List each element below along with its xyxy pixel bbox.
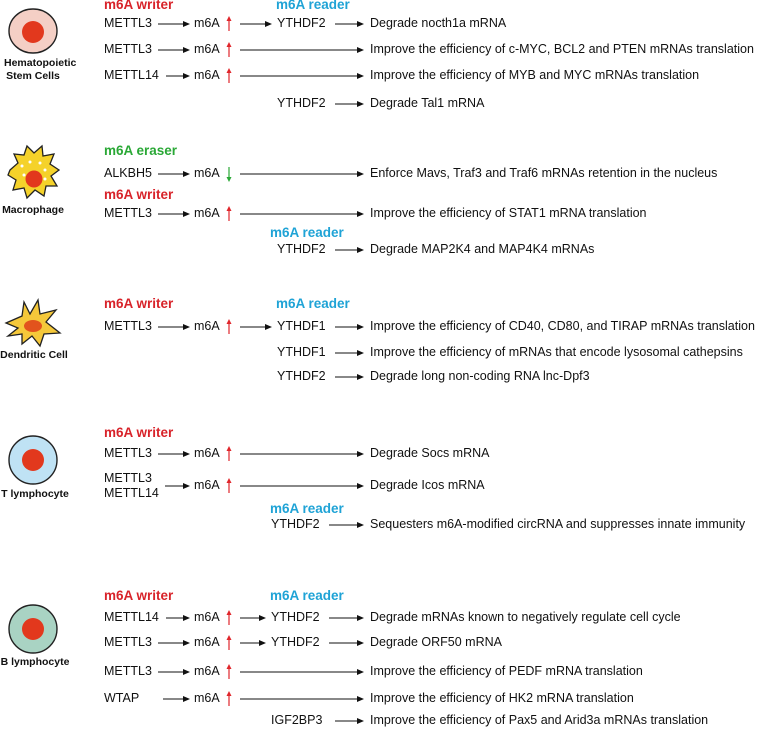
m6a-writer-header: m6A writer — [104, 296, 174, 311]
effect-label: Improve the efficiency of PEDF mRNA translation — [370, 664, 643, 678]
m6a-writer-header: m6A writer — [104, 187, 174, 202]
effect-label: Degrade Socs mRNA — [370, 446, 490, 460]
reader-label: YTHDF2 — [277, 96, 326, 110]
m6a-label: m6A — [194, 42, 220, 56]
m6a-label: m6A — [194, 68, 220, 82]
cell-label-macrophage: Macrophage — [2, 204, 64, 216]
m6a-increase-arrow — [227, 610, 232, 625]
m6a-increase-arrow — [227, 446, 232, 461]
b-lymphocyte-icon — [9, 605, 57, 653]
enzyme-label: METTL14 — [104, 610, 159, 624]
reader-label: YTHDF2 — [271, 610, 320, 624]
enzyme-label: WTAP — [104, 691, 140, 705]
effect-label: Improve the efficiency of HK2 mRNA translation — [370, 691, 634, 705]
effect-label: Enforce Mavs, Traf3 and Traf6 mRNAs retention in the nucleus — [370, 166, 718, 180]
m6a-label: m6A — [194, 446, 220, 460]
effect-label: Improve the efficiency of Pax5 and Arid3a mRNAs translation — [370, 713, 709, 727]
effect-label: Improve the efficiency of STAT1 mRNA translation — [370, 206, 647, 220]
reader-label: YTHDF2 — [277, 369, 326, 383]
m6a-label: m6A — [194, 319, 220, 333]
enzyme-label: METTL14 — [104, 486, 159, 500]
effect-label: Degrade MAP2K4 and MAP4K4 mRNAs — [370, 242, 595, 256]
hematopoietic-stem-cell-icon — [9, 9, 57, 53]
effect-label: Improve the efficiency of mRNAs that encode lysosomal cathepsins — [370, 345, 743, 359]
enzyme-label: METTL14 — [104, 68, 159, 82]
enzyme-label: METTL3 — [104, 471, 152, 485]
effect-label: Degrade Tal1 mRNA — [370, 96, 485, 110]
effect-label: Sequesters m6A-modified circRNA and suppresses innate immunity — [370, 517, 746, 531]
m6a-increase-arrow — [227, 16, 232, 31]
cell-label-dendritic: Dendritic Cell — [0, 349, 68, 361]
effect-label: Degrade ORF50 mRNA — [370, 635, 502, 649]
t-lymphocyte-icon — [9, 436, 57, 484]
m6a-increase-arrow — [227, 68, 232, 83]
reader-label: YTHDF1 — [277, 319, 326, 333]
m6a-label: m6A — [194, 610, 220, 624]
effect-label: Degrade long non-coding RNA lnc-Dpf3 — [370, 369, 590, 383]
cell-label-hsc: Hematopoietic Stem Cells — [4, 57, 77, 82]
m6a-decrease-arrow — [227, 167, 232, 182]
m6a-reader-header: m6A reader — [270, 501, 344, 516]
effect-label: Improve the efficiency of CD40, CD80, and TIRAP mRNAs translation — [370, 319, 755, 333]
m6a-increase-arrow — [227, 635, 232, 650]
m6a-increase-arrow — [227, 664, 232, 679]
enzyme-label: METTL3 — [104, 664, 152, 678]
enzyme-label: METTL3 — [104, 635, 152, 649]
reader-label: YTHDF2 — [277, 16, 326, 30]
m6a-reader-header: m6A reader — [276, 0, 350, 12]
m6a-increase-arrow — [227, 206, 232, 221]
effect-label: Improve the efficiency of c-MYC, BCL2 and PTEN mRNAs translation — [370, 42, 754, 56]
m6a-label: m6A — [194, 691, 220, 705]
enzyme-label: METTL3 — [104, 42, 152, 56]
m6a-reader-header: m6A reader — [276, 296, 350, 311]
m6a-reader-header: m6A reader — [270, 588, 344, 603]
m6a-label: m6A — [194, 16, 220, 30]
m6a-increase-arrow — [227, 691, 232, 706]
reader-label: IGF2BP3 — [271, 713, 323, 727]
enzyme-label: METTL3 — [104, 16, 152, 30]
m6a-reader-header: m6A reader — [270, 225, 344, 240]
reader-label: YTHDF2 — [277, 242, 326, 256]
m6a-label: m6A — [194, 478, 220, 492]
effect-label: Improve the efficiency of MYB and MYC mRNAs translation — [370, 68, 700, 82]
enzyme-label: ALKBH5 — [104, 166, 152, 180]
enzyme-label: METTL3 — [104, 206, 152, 220]
m6a-label: m6A — [194, 166, 220, 180]
m6a-label: m6A — [194, 206, 220, 220]
reader-label: YTHDF2 — [271, 517, 320, 531]
effect-label: Degrade nocth1a mRNA — [370, 16, 507, 30]
flow-arrows — [158, 24, 363, 721]
enzyme-label: METTL3 — [104, 319, 152, 333]
cell-label-b: B lymphocyte — [0, 656, 70, 668]
m6a-increase-arrow — [227, 478, 232, 493]
m6a-writer-header: m6A writer — [104, 0, 174, 12]
dendritic-cell-icon — [6, 300, 60, 346]
m6a-change-arrows — [227, 16, 232, 706]
m6a-label: m6A — [194, 635, 220, 649]
reader-label: YTHDF1 — [277, 345, 326, 359]
macrophage-icon — [8, 146, 59, 198]
effect-label: Degrade Icos mRNA — [370, 478, 485, 492]
effect-label: Degrade mRNAs known to negatively regulate cell cycle — [370, 610, 681, 624]
reader-label: YTHDF2 — [271, 635, 320, 649]
m6a-label: m6A — [194, 664, 220, 678]
m6a-increase-arrow — [227, 319, 232, 334]
m6a-writer-header: m6A writer — [104, 425, 174, 440]
m6a-eraser-header: m6A eraser — [104, 143, 178, 158]
cell-label-t: T lymphocyte — [1, 488, 69, 500]
m6a-writer-header: m6A writer — [104, 588, 174, 603]
enzyme-label: METTL3 — [104, 446, 152, 460]
m6a-increase-arrow — [227, 42, 232, 57]
